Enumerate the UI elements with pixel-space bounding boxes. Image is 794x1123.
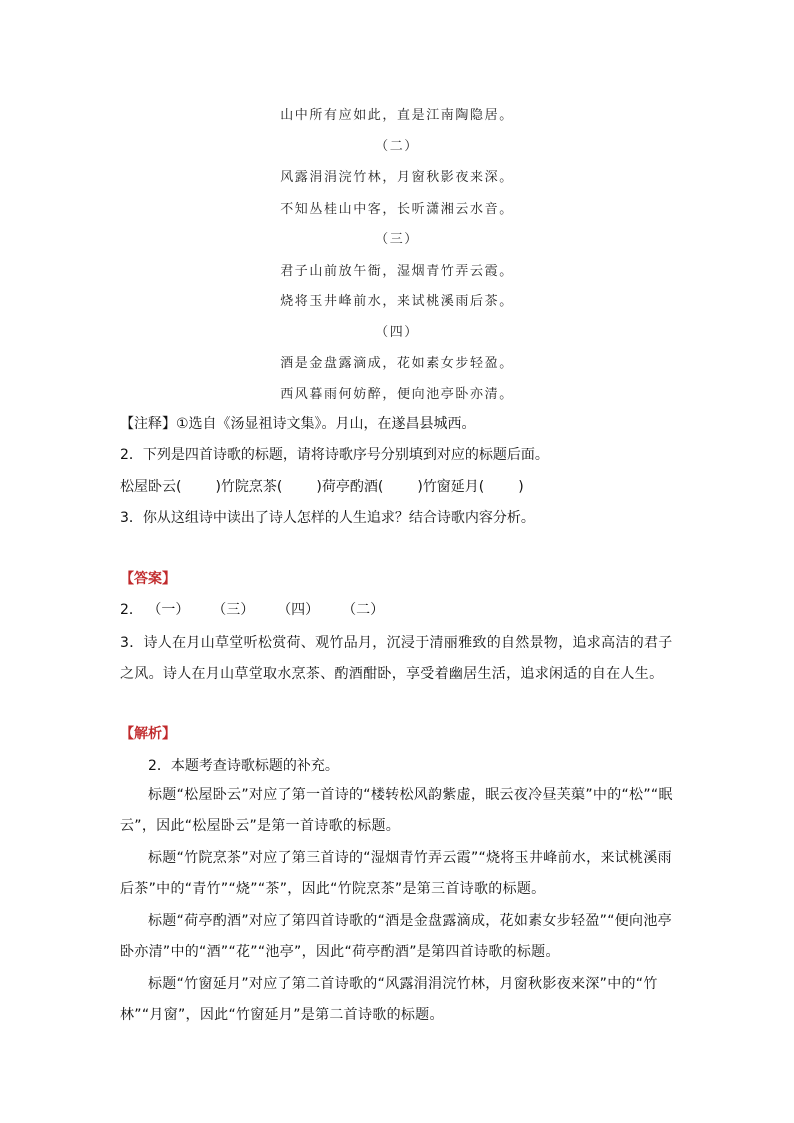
title-blank: )竹院烹茶( [215,479,283,495]
answer-2-item: （一） [147,602,190,618]
title-blank: ) [518,479,524,495]
poem-line: 君子山前放午衙，湿烟青竹弄云霞。 [280,264,514,279]
annotation-note: 【注释】①选自《汤显祖诗文集》。月山，在遂昌县城西。 [120,416,476,432]
poem-line: 烧将玉井峰前水，来试桃溪雨后茶。 [280,294,514,309]
answer-2-item: （四） [277,602,320,618]
poem-number: （四） [375,325,419,340]
analysis-intro: 2．本题考查诗歌标题的补充。 [148,758,339,774]
poem-line: 山中所有应如此，直是江南陶隐居。 [280,108,514,123]
title-blanks-row [120,477,680,498]
answer-3-text: 3．诗人在月山草堂听松赏荷、观竹品月，沉浸于清丽雅致的自然景物，追求高洁的君子之风。诗人在月山草堂取水烹茶、酌酒酣卧，享受着幽居生活，追求闲适的自在人生。 [120,635,673,682]
poem-line: 西风暮雨何妨醉，便向池亭卧亦清。 [280,387,514,402]
question-2: 2．下列是四首诗歌的标题，请将诗歌序号分别填到对应的标题后面。 [120,447,549,463]
title-blank: )竹窗延月( [417,479,485,495]
analysis-paragraph: 标题“松屋卧云”对应了第一首诗的“楼转松风韵紫虚，眠云夜冷昼芙蕖”中的“松”“眠云”，因此“松屋卧云”是第一首诗歌的标题。 [120,787,673,834]
title-blank: 松屋卧云( [120,479,182,495]
answer-2-item: （三） [212,602,255,618]
answer-2-item: （二） [342,602,385,618]
poem-number: （二） [375,139,419,154]
answer-2-label: 2． [120,602,143,618]
question-3: 3．你从这组诗中读出了诗人怎样的人生追求？结合诗歌内容分析。 [120,510,535,526]
poem-number: （三） [375,232,419,247]
analysis-paragraph: 标题“荷亭酌酒”对应了第四首诗歌的“酒是金盘露滴成，花如素女步轻盈”“便向池亭卧亦清”中的“酒”“花”“池亭”，因此“荷亭酌酒”是第四首诗歌的标题。 [120,913,672,960]
poem-line: 风露涓涓浣竹林，月窗秋影夜来深。 [280,170,514,185]
answer-2-row [120,600,680,621]
answer-heading: 【答案】 [120,571,176,587]
analysis-heading: 【解析】 [120,726,176,742]
poem-line: 酒是金盘露滴成，花如素女步轻盈。 [280,356,514,371]
analysis-paragraph: 标题“竹窗延月”对应了第二首诗歌的“风露涓涓浣竹林，月窗秋影夜来深”中的“竹林”“月窗”，因此“竹窗延月”是第二首诗歌的标题。 [120,976,658,1023]
analysis-paragraph: 标题“竹院烹茶”对应了第三首诗的“湿烟青竹弄云霞”“烧将玉井峰前水，来试桃溪雨后茶”中的“青竹”“烧”“茶”，因此“竹院烹茶”是第三首诗歌的标题。 [120,850,672,897]
poem-line: 不知丛桂山中客，长听潇湘云水音。 [280,202,514,217]
title-blank: )荷亭酌酒( [316,479,384,495]
